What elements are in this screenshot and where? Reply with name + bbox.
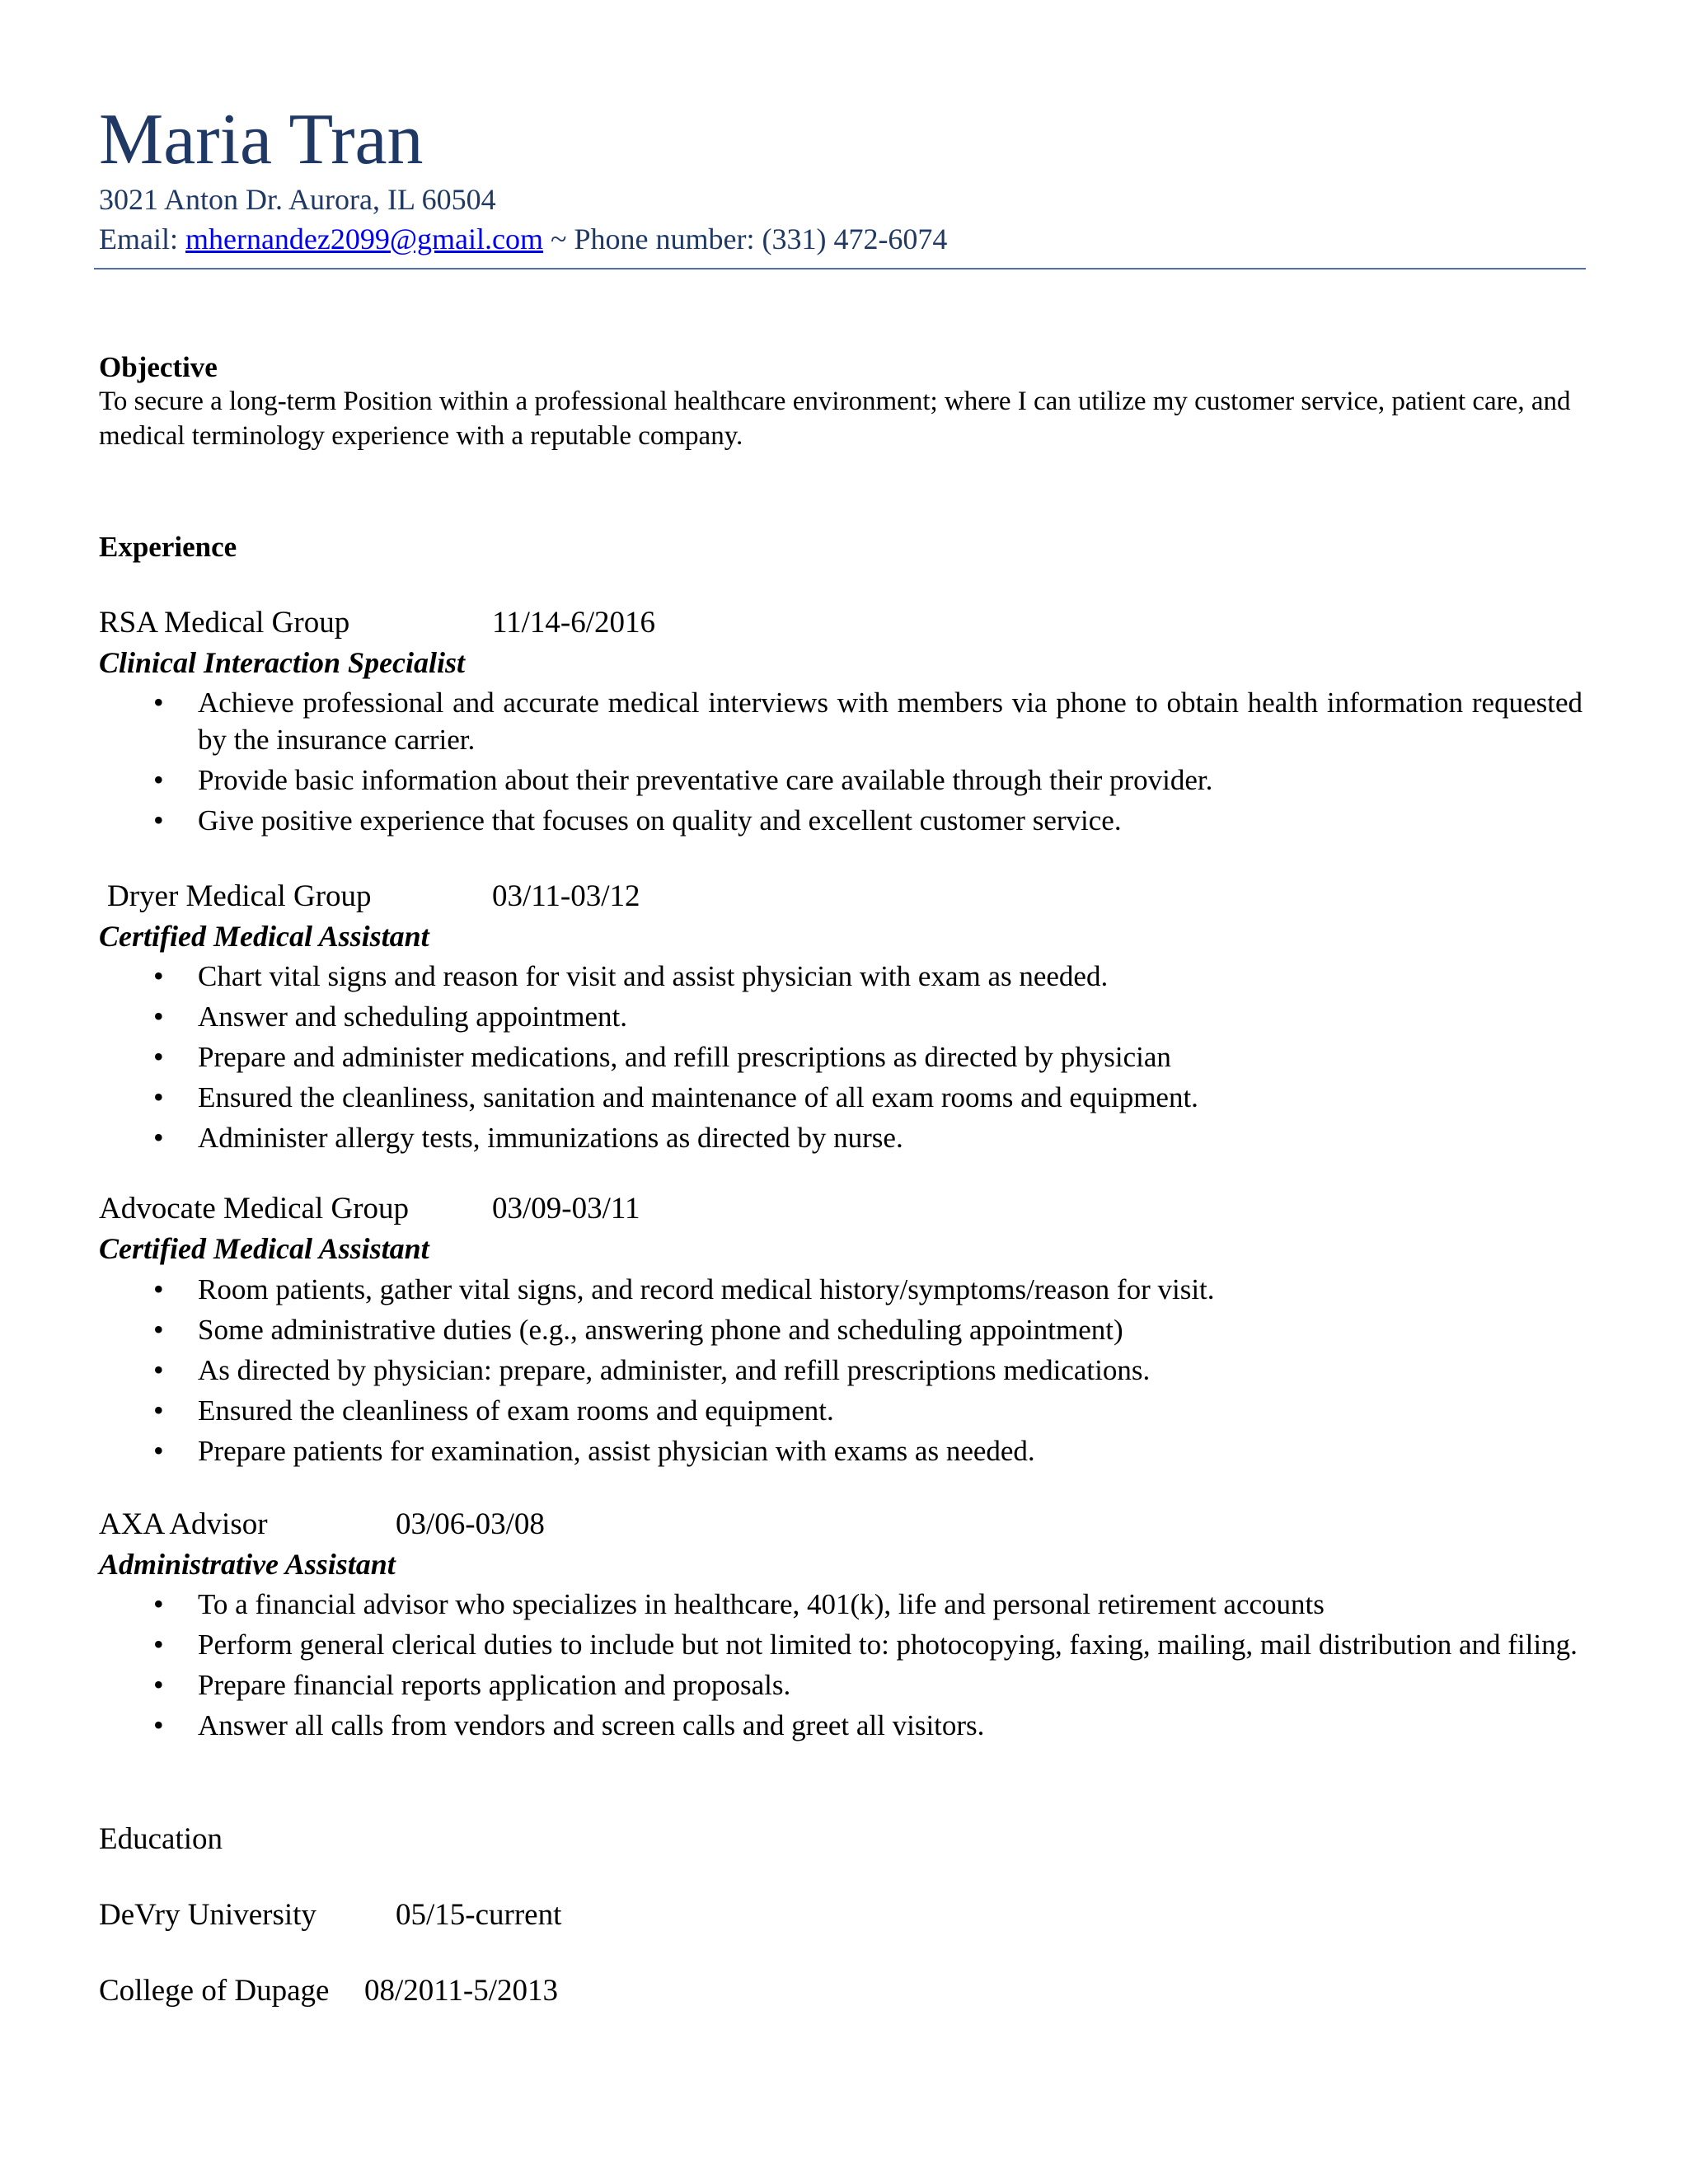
- school-name: College of Dupage: [99, 1974, 330, 2008]
- job-dates: 03/11-03/12: [492, 879, 640, 913]
- school-name: DeVry University: [99, 1898, 316, 1932]
- job-dates: 03/06-03/08: [396, 1507, 545, 1541]
- job-employer: [99, 1191, 640, 1227]
- list-item: • Perform general clerical duties to include but not limited to: photocopying, faxing, mailing, mail distribution and filing.: [99, 1626, 1582, 1663]
- contact-line: [99, 221, 947, 257]
- education-entry: [99, 1897, 562, 1933]
- job-bullets: [99, 958, 1582, 1160]
- objective-heading: Objective: [99, 351, 218, 383]
- list-item: • Prepare patients for examination, assist physician with exams as needed.: [99, 1432, 1582, 1469]
- list-item: • Chart vital signs and reason for visit and assist physician with exam as needed.: [99, 958, 1582, 995]
- job-dates: 03/09-03/11: [492, 1192, 640, 1226]
- list-item: • To a financial advisor who specializes in healthcare, 401(k), life and personal retirement accounts: [99, 1586, 1582, 1623]
- list-item: • Ensured the cleanliness, sanitation and maintenance of all exam rooms and equipment.: [99, 1079, 1582, 1116]
- employer-name: RSA Medical Group: [99, 606, 350, 640]
- list-item: • Prepare financial reports application and proposals.: [99, 1666, 1582, 1704]
- job-title: Certified Medical Assistant: [99, 920, 429, 953]
- job-bullets: [99, 684, 1582, 842]
- phone-label: ~ Phone number:: [551, 223, 755, 255]
- employer-name: Dryer Medical Group: [107, 879, 372, 913]
- job-title: Administrative Assistant: [99, 1548, 396, 1581]
- list-item: • Achieve professional and accurate medical interviews with members via phone to obtain health information requested by the insurance carrier.: [99, 684, 1582, 758]
- education-heading: Education: [99, 1822, 223, 1856]
- job-dates: 11/14-6/2016: [492, 606, 656, 640]
- list-item: • Administer allergy tests, immunizations as directed by nurse.: [99, 1119, 1582, 1156]
- list-item: • Room patients, gather vital signs, and record medical history/symptoms/reason for visit.: [99, 1271, 1582, 1308]
- list-item: • Provide basic information about their preventative care available through their provider.: [99, 762, 1582, 799]
- email-label: Email:: [99, 223, 178, 255]
- job-employer: [99, 1507, 545, 1543]
- job-employer: [107, 879, 640, 915]
- list-item: • As directed by physician: prepare, administer, and refill prescriptions medications.: [99, 1352, 1582, 1389]
- list-item: • Ensured the cleanliness of exam rooms and equipment.: [99, 1392, 1582, 1429]
- address: 3021 Anton Dr. Aurora, IL 60504: [99, 183, 496, 216]
- experience-heading: Experience: [99, 531, 237, 563]
- school-dates: 08/2011-5/2013: [364, 1974, 559, 2008]
- list-item: • Answer all calls from vendors and screen calls and greet all visitors.: [99, 1707, 1582, 1744]
- job-title: Clinical Interaction Specialist: [99, 646, 466, 679]
- job-title: Certified Medical Assistant: [99, 1232, 429, 1265]
- list-item: • Answer and scheduling appointment.: [99, 998, 1582, 1035]
- employer-name: AXA Advisor: [99, 1507, 268, 1541]
- candidate-name: Maria Tran: [99, 100, 424, 180]
- header-divider: [94, 268, 1586, 269]
- list-item: • Some administrative duties (e.g., answering phone and scheduling appointment): [99, 1311, 1582, 1348]
- job-bullets: [99, 1271, 1582, 1473]
- email-link[interactable]: mhernandez2099@gmail.com: [185, 223, 544, 255]
- objective-text: To secure a long-term Position within a professional healthcare environment; where I can utilize my customer service, patient care, and medical terminology experience with a reputable company.: [99, 387, 1571, 451]
- school-dates: 05/15-current: [396, 1898, 562, 1932]
- job-bullets: [99, 1586, 1582, 1747]
- list-item: • Prepare and administer medications, and refill prescriptions as directed by physician: [99, 1038, 1582, 1076]
- education-entry: [99, 1973, 559, 2009]
- phone-number: (331) 472-6074: [762, 223, 948, 255]
- employer-name: Advocate Medical Group: [99, 1192, 410, 1226]
- job-employer: [99, 605, 656, 641]
- list-item: • Give positive experience that focuses on quality and excellent customer service.: [99, 802, 1582, 839]
